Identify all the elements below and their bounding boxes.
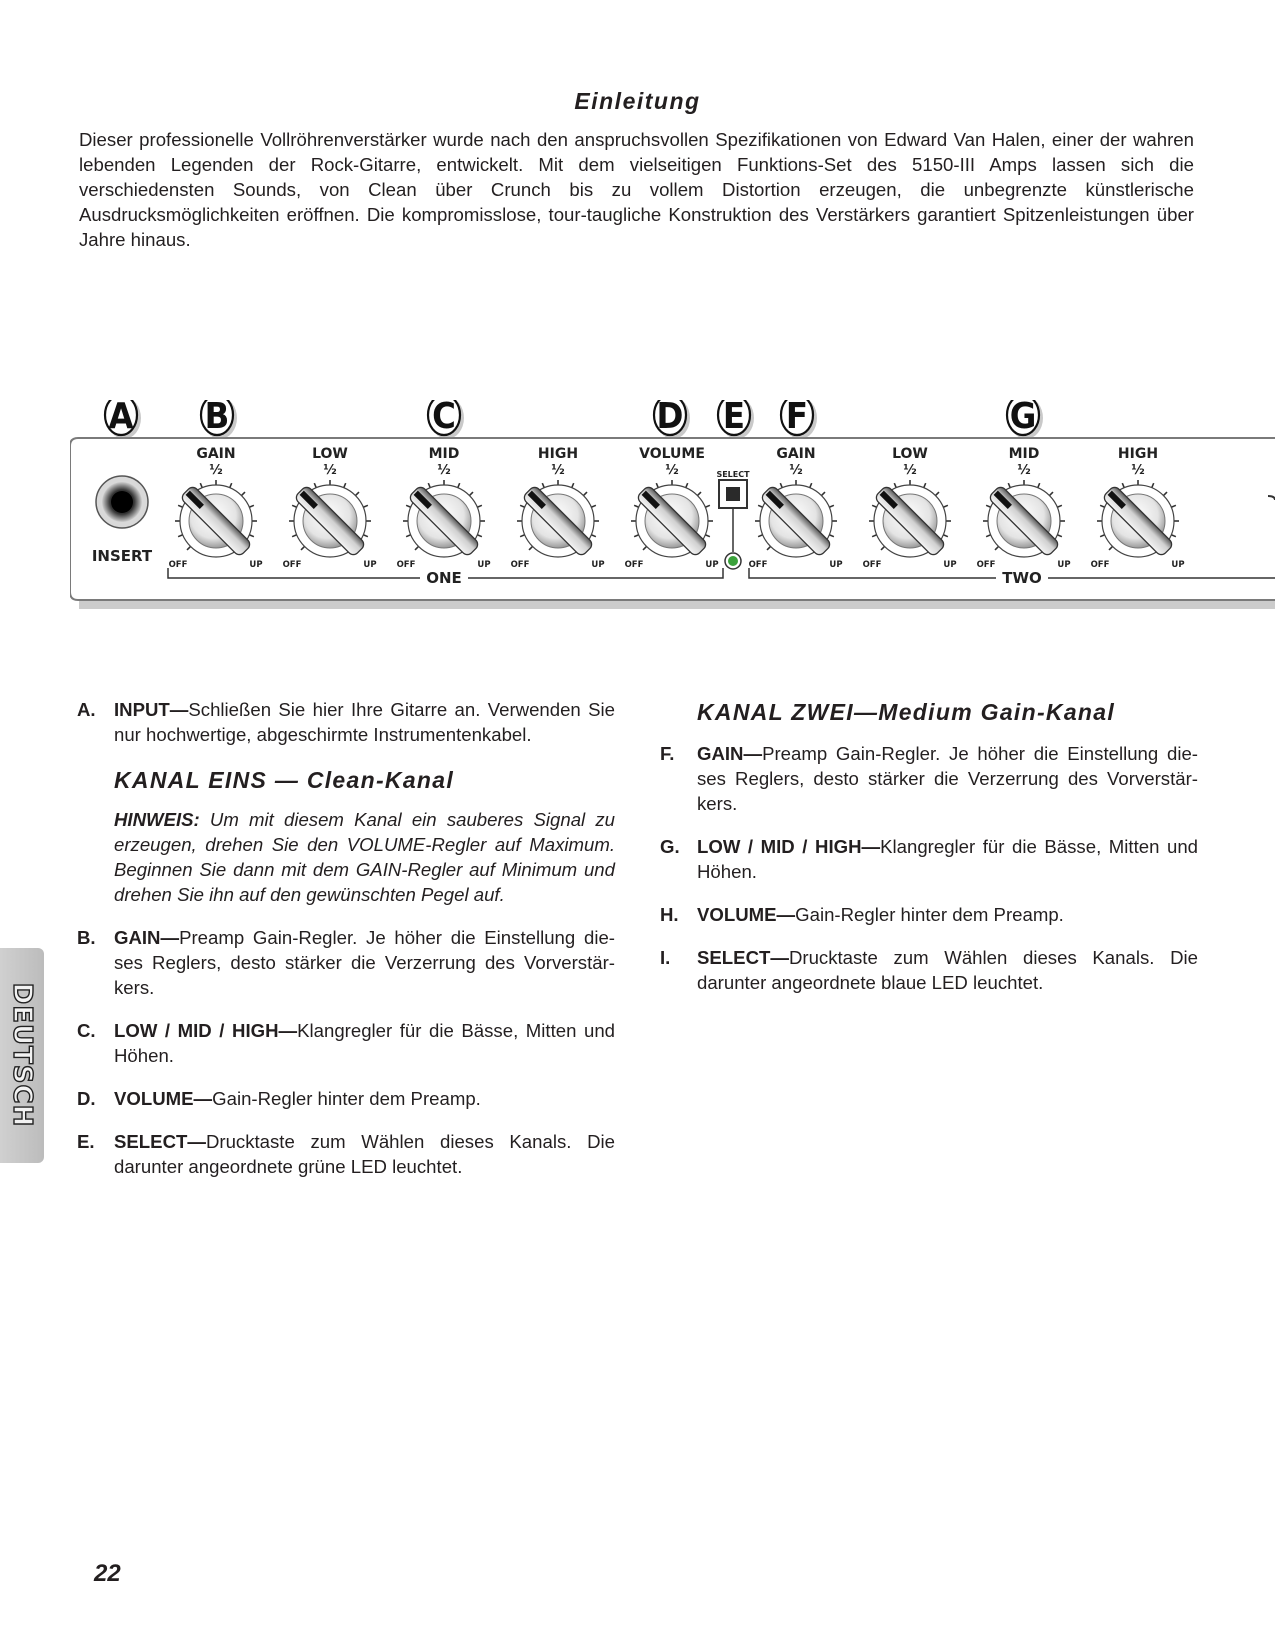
- callout-letter-d: [654, 400, 690, 439]
- item-term: SELECT—: [697, 947, 789, 968]
- select-label: SELECT: [716, 470, 750, 479]
- half-mark: ½: [1017, 463, 1031, 478]
- off-label: OFF: [748, 560, 768, 570]
- callout-letter-text: C: [432, 400, 456, 437]
- item-text: Preamp Gain-Regler. Je höher die Einstellung dieses Reglers, desto stärker die Verzerrung des Vorverstärkers.: [114, 927, 615, 998]
- callout-letter-b: [201, 400, 237, 439]
- knob-label: GAIN: [776, 446, 816, 462]
- knob-label: GAIN: [196, 446, 236, 462]
- item-f-gain: [660, 741, 1198, 816]
- off-label: OFF: [1090, 560, 1110, 570]
- up-label: UP: [1171, 560, 1185, 570]
- callout-letter-text: D: [656, 400, 684, 437]
- item-term: INPUT—: [114, 699, 189, 720]
- note-term: HINWEIS:: [114, 809, 200, 830]
- item-h-volume: [660, 902, 1198, 927]
- channel-two-label: TWO: [1002, 569, 1042, 587]
- up-label: UP: [591, 560, 605, 570]
- note-text: Um mit diesem Kanal ein sauberes Signal zu erzeugen, drehen Sie den VOLUME-Regler auf Maximum. Beginnen Sie dann mit dem GAIN-Regler auf Minimum und drehen Sie ihn auf den gewünschten Pegel auf.: [114, 809, 615, 905]
- knob-label: MID: [428, 446, 460, 462]
- item-text: Drucktaste zum Wählen dieses Kanals. Die darunter angeordnete blaue LED leuchtet.: [697, 947, 1198, 993]
- item-text: Schließen Sie hier Ihre Gitarre an. Verwenden Sie nur hochwertige, abgeschirmte Instrumentenkabel.: [114, 699, 615, 745]
- callout-letter-text: B: [204, 400, 230, 437]
- off-label: OFF: [510, 560, 530, 570]
- item-i-select: [660, 945, 1198, 995]
- half-mark: ½: [903, 463, 917, 478]
- callout-letter-g: [1007, 400, 1043, 439]
- channel-one-led: [728, 556, 738, 566]
- item-e-select: [77, 1129, 615, 1179]
- item-label: H.: [660, 904, 679, 925]
- half-mark: ½: [437, 463, 451, 478]
- knob-label: VOLUME: [639, 446, 705, 462]
- off-label: OFF: [396, 560, 416, 570]
- select-button-cap: [726, 487, 740, 501]
- item-label: B.: [77, 927, 96, 948]
- item-label: I.: [660, 947, 671, 968]
- item-term: LOW / MID / HIGH—: [114, 1020, 298, 1041]
- section-title-channel-two: KANAL ZWEI—Medium Gain-Kanal: [697, 699, 1116, 725]
- left-column: [77, 697, 615, 1197]
- item-label: E.: [77, 1131, 95, 1152]
- off-label: OFF: [862, 560, 882, 570]
- up-label: UP: [1057, 560, 1071, 570]
- item-term: VOLUME—: [697, 904, 796, 925]
- half-mark: ½: [665, 463, 679, 478]
- item-term: GAIN—: [697, 743, 763, 764]
- off-label: OFF: [168, 560, 188, 570]
- knob-label: LOW: [312, 446, 348, 462]
- item-text: Preamp Gain-Regler. Je höher die Einstellung dieses Reglers, desto stärker die Verzerrung des Vorverstärkers.: [697, 743, 1198, 814]
- input-jack[interactable]: [96, 476, 148, 528]
- off-label: OFF: [976, 560, 996, 570]
- item-g-eq: [660, 834, 1198, 884]
- item-label: F.: [660, 743, 675, 764]
- knob-label: MID: [1008, 446, 1040, 462]
- note-channel-one: [114, 807, 615, 907]
- section-heading: Einleitung: [574, 88, 701, 114]
- amp-front-panel-diagram: [70, 400, 1275, 635]
- half-mark: ½: [551, 463, 565, 478]
- callout-letter-text: E: [722, 400, 746, 437]
- knob-label: HIGH: [537, 446, 579, 462]
- insert-label: INSERT: [91, 547, 153, 565]
- callout-letter-a: [105, 400, 141, 439]
- channel-one-label: ONE: [426, 569, 462, 587]
- half-mark: ½: [323, 463, 337, 478]
- callout-letter-text: G: [1009, 400, 1037, 437]
- callout-letter-e: [718, 400, 754, 439]
- callout-letter-text: A: [108, 400, 134, 437]
- half-mark: ½: [209, 463, 223, 478]
- language-tab-label: DEUTSCH: [7, 982, 37, 1128]
- up-label: UP: [363, 560, 377, 570]
- callout-letter-text: F: [785, 400, 809, 437]
- up-label: UP: [705, 560, 719, 570]
- up-label: UP: [829, 560, 843, 570]
- item-text: Drucktaste zum Wählen dieses Kanals. Die darunter angeordnete grüne LED leuchtet.: [114, 1131, 615, 1177]
- item-c-eq: [77, 1018, 615, 1068]
- up-label: UP: [477, 560, 491, 570]
- item-text: Gain-Regler hinter dem Preamp.: [795, 904, 1064, 925]
- section-title-channel-one: KANAL EINS — Clean-Kanal: [114, 767, 455, 793]
- item-term: VOLUME—: [114, 1088, 213, 1109]
- item-text: Klangregler für die Bässe, Mitten und Höhen.: [114, 1020, 616, 1066]
- item-term: GAIN—: [114, 927, 180, 948]
- half-mark: ½: [789, 463, 803, 478]
- item-text: Klangregler für die Bässe, Mitten und Höhen.: [697, 836, 1199, 882]
- off-label: OFF: [282, 560, 302, 570]
- right-column: [660, 697, 1198, 1013]
- item-a-input: [77, 697, 615, 747]
- item-b-gain: [77, 925, 615, 1000]
- half-mark: ½: [1131, 463, 1145, 478]
- item-label: G.: [660, 836, 680, 857]
- up-label: UP: [249, 560, 263, 570]
- item-term: LOW / MID / HIGH—: [697, 836, 881, 857]
- callout-letter-c: [428, 400, 464, 439]
- knob-label: HIGH: [1117, 446, 1159, 462]
- item-label: A.: [77, 699, 96, 720]
- callout-letter-f: [781, 400, 817, 439]
- intro-paragraph: Dieser professionelle Vollröhrenverstärker wurde nach den anspruchsvollen Spezifikationen von Edward Van Halen, einer der wahren lebenden Legenden der Rock-Gitarre, entwickelt. Mit dem vielseitigen Funktions-Set des 5150-III Amps lassen sich die verschiedensten Sounds, von Clean über Crunch bis zu vollem Distortion erzeugen, die unbegrenzte künstlerische Ausdrucksmöglichkeiten eröffnen. Die kompromisslose, tour-taugliche Konstruktion des Verstärkers garantiert Spitzenleistungen über Jahre hinaus.: [79, 129, 1194, 250]
- up-label: UP: [943, 560, 957, 570]
- item-d-volume: [77, 1086, 615, 1111]
- off-label: OFF: [624, 560, 644, 570]
- page-number: 22: [94, 1560, 121, 1587]
- item-text: Gain-Regler hinter dem Preamp.: [212, 1088, 481, 1109]
- item-label: D.: [77, 1088, 96, 1109]
- item-term: SELECT—: [114, 1131, 206, 1152]
- knob-label: LOW: [892, 446, 928, 462]
- item-label: C.: [77, 1020, 96, 1041]
